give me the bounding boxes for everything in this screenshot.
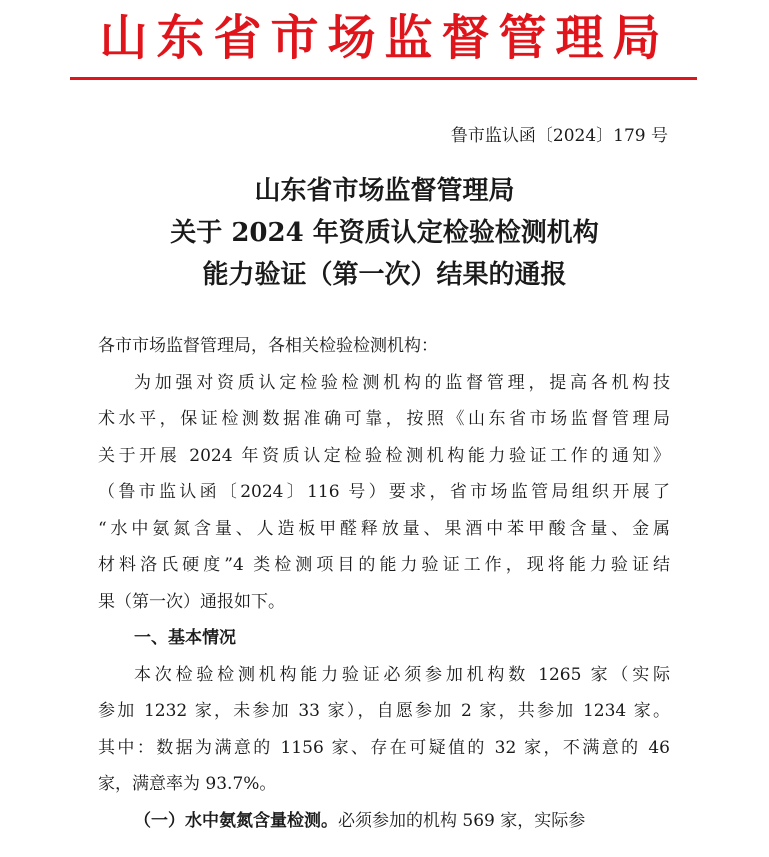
subsection-1-label: （一）水中氨氮含量检测。 [134,810,338,831]
document-body [98,328,670,839]
title-line-2: 关于 2024 年资质认定检验检测机构 [170,218,599,248]
title-line-1: 山东省市场监督管理局 [254,176,515,206]
paragraph-2-line: 其中：数据为满意的 1156 家、存在可疑值的 32 家，不满意的 46 [98,737,670,758]
subsection-1-line [98,803,670,840]
paragraph-1-line: 材料洛氏硬度”4 类检测项目的能力验证工作，现将能力验证结 [98,555,670,575]
paragraph-1-line: 关于开展 2024 年资质认定检验检测机构能力验证工作的通知》 [98,445,670,466]
paragraph-1-line: 果（第一次）通报如下。 [98,591,285,612]
paragraph-1-line: “水中氨氮含量、人造板甲醛释放量、果酒中苯甲酸含量、金属 [98,518,670,539]
paragraph-2-line: 家，满意率为 93.7%。 [98,774,277,794]
subsection-1-text: 必须参加的机构 569 家，实际参 [338,810,586,831]
paragraph-1-line: 术水平，保证检测数据准确可靠，按照《山东省市场监督管理局 [98,409,670,429]
document-title [0,170,769,296]
paragraph-1-line: （鲁市监认函〔2024〕116 号）要求，省市场监管局组织开展了 [98,482,670,502]
section-heading-basic-info: 一、基本情况 [134,628,236,648]
document-number: 鲁市监认函〔2024〕179 号 [450,126,668,146]
salutation: 各市市场监督管理局，各相关检验检测机构： [98,336,438,356]
title-line-3: 能力验证（第一次）结果的通报 [202,260,567,290]
red-header-rule [70,77,697,80]
paragraph-2-line: 参加 1232 家，未参加 33 家），自愿参加 2 家，共参加 1234 家。 [98,701,670,721]
paragraph-2-line: 本次检验检测机构能力验证必须参加机构数 1265 家（实际 [134,664,670,685]
agency-masthead: 山东省市场监督管理局 [99,10,670,66]
paragraph-1-line: 为加强对资质认定检验检测机构的监督管理，提高各机构技 [134,372,670,393]
